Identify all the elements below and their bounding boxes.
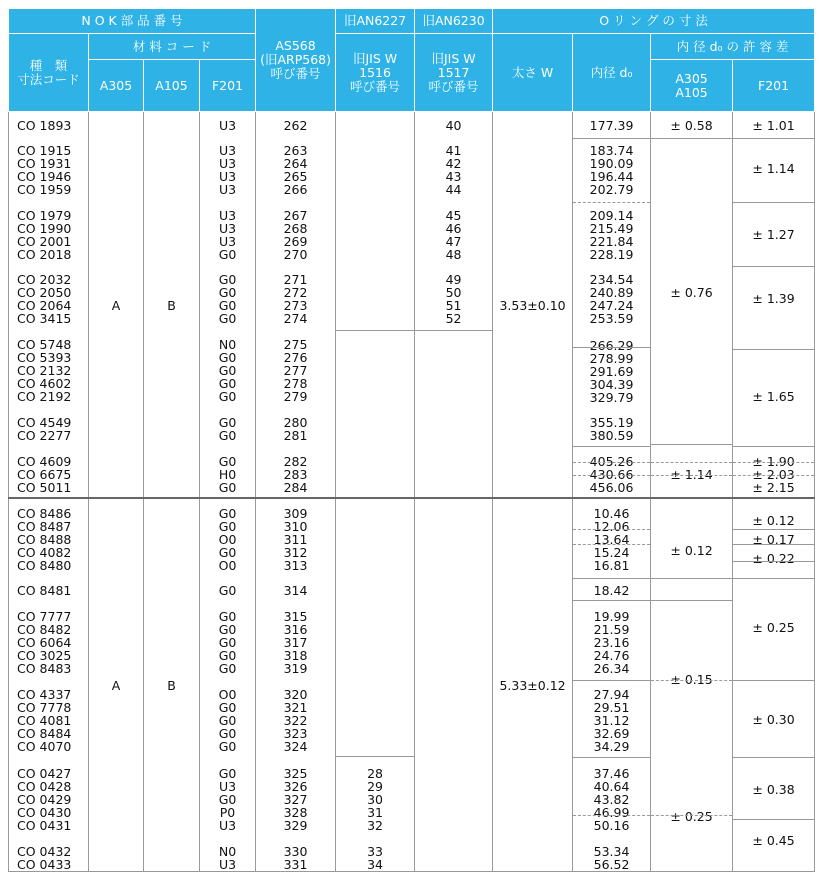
width-value: 5.33±0.12 xyxy=(499,677,566,693)
inner-diameter: 37.46 xyxy=(593,765,630,781)
inner-diameter: 18.42 xyxy=(593,582,630,598)
f201-code: U3 xyxy=(218,208,237,223)
inner-diameter: 202.79 xyxy=(589,182,634,197)
f201-code: G0 xyxy=(218,608,237,624)
row-divider xyxy=(733,544,814,545)
inner-diameter: 19.99 xyxy=(593,608,630,624)
an6230-number: 44 xyxy=(445,182,462,197)
f201-code: G0 xyxy=(218,454,237,469)
part-code: CO 8480 xyxy=(17,557,72,573)
f201-code: U3 xyxy=(218,182,237,197)
part-code: CO 8488 xyxy=(17,531,72,547)
inner-diameter: 27.94 xyxy=(593,686,630,702)
as568-number: 326 xyxy=(283,778,308,794)
tolerance-f201: ± 2.03 xyxy=(752,467,795,482)
inner-diameter: 405.26 xyxy=(589,454,634,469)
f201-code: U3 xyxy=(218,234,237,249)
f201-code: G0 xyxy=(218,389,237,404)
f201-code: G0 xyxy=(218,699,237,715)
as568-number: 322 xyxy=(283,712,308,728)
f201-code: G0 xyxy=(218,363,237,378)
inner-diameter: 46.99 xyxy=(593,804,630,820)
inner-diameter: 430.66 xyxy=(589,467,634,482)
row-divider xyxy=(573,757,650,758)
as568-number: 280 xyxy=(283,415,308,430)
part-code: CO 8487 xyxy=(17,518,72,534)
row-divider xyxy=(733,529,814,530)
inner-diameter: 196.44 xyxy=(589,169,634,184)
row-divider xyxy=(573,462,650,463)
as568-number: 312 xyxy=(283,544,308,560)
part-code: CO 4609 xyxy=(17,454,72,469)
inner-diameter: 24.76 xyxy=(593,647,630,663)
jisw1516-number: 33 xyxy=(367,843,383,859)
oring-dimensions-header: O リ ン グ の 寸 法 xyxy=(493,9,815,34)
row-divider xyxy=(651,815,732,816)
inner-diameter: 190.09 xyxy=(589,156,634,171)
row-divider xyxy=(733,446,814,447)
f201-code: G0 xyxy=(218,518,237,534)
row-divider xyxy=(651,462,732,463)
tolerance-a: ± 0.15 xyxy=(670,671,713,687)
f201-code: G0 xyxy=(218,311,237,326)
as568-number: 316 xyxy=(283,621,308,637)
as568-number: 309 xyxy=(283,505,308,521)
inner-diameter: 221.84 xyxy=(589,234,634,249)
row-divider xyxy=(573,347,650,348)
an6230-number: 50 xyxy=(445,285,462,300)
row-divider xyxy=(573,202,650,203)
part-code: CO 6064 xyxy=(17,634,72,650)
as568-number: 275 xyxy=(283,337,308,352)
part-code: CO 2050 xyxy=(17,285,72,300)
an6230-number: 47 xyxy=(445,234,462,249)
tolerance-f201: ± 0.22 xyxy=(752,550,795,566)
inner-diameter: 23.16 xyxy=(593,634,630,650)
f201-code: G0 xyxy=(218,544,237,560)
as568-number: 268 xyxy=(283,221,308,236)
as568-number: 273 xyxy=(283,298,308,313)
inner-diameter: 456.06 xyxy=(589,480,634,495)
row-divider xyxy=(336,756,414,757)
tolerance-f201: ± 0.17 xyxy=(752,531,795,547)
f201-code: G0 xyxy=(218,428,237,443)
part-code: CO 2277 xyxy=(17,428,72,443)
f201-code: G0 xyxy=(218,505,237,521)
part-code: CO 3415 xyxy=(17,311,72,326)
row-divider xyxy=(733,462,814,463)
row-divider xyxy=(651,138,732,139)
f201-code: G0 xyxy=(218,647,237,663)
f201-code: G0 xyxy=(218,791,237,807)
as568-number: 265 xyxy=(283,169,308,184)
material-a105-header: A105 xyxy=(144,60,200,112)
as568-number: 282 xyxy=(283,454,308,469)
as568-number: 264 xyxy=(283,156,308,171)
tolerance-f201: ± 0.38 xyxy=(752,781,795,797)
tolerance-a: ± 1.14 xyxy=(670,467,713,482)
as568-number: 315 xyxy=(283,608,308,624)
f201-code: O0 xyxy=(218,531,237,547)
part-code: CO 8482 xyxy=(17,621,72,637)
a105-code: B xyxy=(167,677,176,693)
row-divider xyxy=(733,561,814,562)
section-row xyxy=(9,498,815,872)
row-divider xyxy=(573,446,650,447)
jisw1516-number: 29 xyxy=(367,778,383,794)
inner-diameter: 240.89 xyxy=(589,285,634,300)
tolerance-f201: ± 2.15 xyxy=(752,480,795,495)
jisw1516-number: 31 xyxy=(367,804,383,820)
inner-diameter: 228.19 xyxy=(589,247,634,262)
part-code: CO 4082 xyxy=(17,544,72,560)
tolerance-a: ± 0.12 xyxy=(670,542,713,558)
f201-code: U3 xyxy=(218,778,237,794)
row-divider xyxy=(573,544,650,545)
part-code: CO 1946 xyxy=(17,169,72,184)
row-divider xyxy=(733,138,814,139)
f201-code: U3 xyxy=(218,856,237,872)
a305-code: A xyxy=(111,677,121,693)
f201-code: G0 xyxy=(218,634,237,650)
row-divider xyxy=(573,578,650,579)
part-code: CO 1979 xyxy=(17,208,72,223)
as568-number: 310 xyxy=(283,518,308,534)
part-code: CO 7777 xyxy=(17,608,72,624)
f201-code: G0 xyxy=(218,480,237,495)
jisw1516-number: 28 xyxy=(367,765,383,781)
f201-code: G0 xyxy=(218,298,237,313)
as568-number: 321 xyxy=(283,699,308,715)
inner-diameter: 266.29 xyxy=(589,338,634,353)
part-code: CO 5393 xyxy=(17,350,72,365)
as568-header: AS568 (旧ARP568) 呼び番号 xyxy=(256,9,336,112)
as568-number: 331 xyxy=(283,856,308,872)
part-code: CO 8483 xyxy=(17,660,72,676)
row-divider xyxy=(733,475,814,476)
tolerance-a-header: A305 A105 xyxy=(651,60,733,112)
f201-code: G0 xyxy=(218,660,237,676)
part-code: CO 6675 xyxy=(17,467,72,482)
an6230-number: 52 xyxy=(445,311,462,326)
row-divider xyxy=(336,330,414,331)
inner-diameter: 291.69 xyxy=(589,364,634,379)
f201-code: G0 xyxy=(218,247,237,262)
row-divider xyxy=(733,757,814,758)
an6230-number: 40 xyxy=(445,118,462,133)
an6230-number: 42 xyxy=(445,156,462,171)
part-code: CO 2001 xyxy=(17,234,72,249)
tolerance-f201: ± 1.14 xyxy=(752,161,795,176)
as568-number: 323 xyxy=(283,725,308,741)
inner-diameter: 234.54 xyxy=(589,272,634,287)
f201-code: G0 xyxy=(218,765,237,781)
f201-code: U3 xyxy=(218,118,237,133)
a305-code: A xyxy=(111,298,121,313)
jisw1516-number: 32 xyxy=(367,817,383,833)
part-code: CO 2018 xyxy=(17,247,72,262)
f201-code: G0 xyxy=(218,415,237,430)
tolerance-f201: ± 1.65 xyxy=(752,389,795,404)
part-code: CO 0431 xyxy=(17,817,72,833)
part-code: CO 1990 xyxy=(17,221,72,236)
inner-diameter: 177.39 xyxy=(589,118,634,133)
inner-diameter: 247.24 xyxy=(589,298,634,313)
inner-diameter: 16.81 xyxy=(593,557,630,573)
part-code: CO 0427 xyxy=(17,765,72,781)
row-divider xyxy=(573,815,650,816)
an6230-number: 51 xyxy=(445,298,462,313)
width-header: 太さ W xyxy=(493,34,573,112)
f201-code: G0 xyxy=(218,272,237,287)
section-row xyxy=(9,112,815,498)
an6227-header: 旧AN6227 xyxy=(336,9,415,34)
as568-number: 263 xyxy=(283,143,308,158)
f201-code: G0 xyxy=(218,285,237,300)
part-code: CO 1959 xyxy=(17,182,72,197)
as568-number: 317 xyxy=(283,634,308,650)
tolerance-f201: ± 1.27 xyxy=(752,227,795,242)
width-value: 3.53±0.10 xyxy=(499,298,566,313)
material-code-header: 材 料 コ ー ド xyxy=(89,34,256,60)
row-divider xyxy=(651,475,732,476)
row-divider xyxy=(651,600,732,601)
row-divider xyxy=(733,680,814,681)
as568-number: 325 xyxy=(283,765,308,781)
as568-number: 281 xyxy=(283,428,308,443)
as568-number: 324 xyxy=(283,738,308,754)
as568-number: 279 xyxy=(283,389,308,404)
as568-number: 276 xyxy=(283,350,308,365)
as568-number: 269 xyxy=(283,234,308,249)
jisw1517-header: 旧JIS W 1517 呼び番号 xyxy=(415,34,493,112)
row-divider xyxy=(573,475,650,476)
part-code: CO 8486 xyxy=(17,505,72,521)
tolerance-a: ± 0.58 xyxy=(670,118,713,133)
as568-number: 318 xyxy=(283,647,308,663)
part-code: CO 0429 xyxy=(17,791,72,807)
an6230-header: 旧AN6230 xyxy=(415,9,493,34)
tolerance-f201: ± 1.39 xyxy=(752,291,795,306)
f201-code: O0 xyxy=(218,686,237,702)
as568-number: 327 xyxy=(283,791,308,807)
row-divider xyxy=(651,680,732,681)
as568-number: 328 xyxy=(283,804,308,820)
as568-number: 272 xyxy=(283,285,308,300)
inner-diameter: 10.46 xyxy=(593,505,630,521)
as568-number: 313 xyxy=(283,557,308,573)
tolerance-f201: ± 0.12 xyxy=(752,512,795,528)
row-divider xyxy=(651,578,732,579)
as568-number: 277 xyxy=(283,363,308,378)
as568-number: 266 xyxy=(283,182,308,197)
inner-diameter: 40.64 xyxy=(593,778,630,794)
jisw1516-number: 34 xyxy=(367,856,383,872)
as568-number: 274 xyxy=(283,311,308,326)
f201-code: G0 xyxy=(218,712,237,728)
inner-diameter: 380.59 xyxy=(589,428,634,443)
part-code: CO 0432 xyxy=(17,843,72,859)
material-f201-header: F201 xyxy=(200,60,256,112)
f201-code: U3 xyxy=(218,221,237,236)
row-divider xyxy=(573,138,650,139)
part-code: CO 1893 xyxy=(17,118,72,133)
inner-diameter-header: 内径 d₀ xyxy=(573,34,651,112)
jisw1516-header: 旧JIS W 1516 呼び番号 xyxy=(336,34,415,112)
f201-code: P0 xyxy=(219,804,236,820)
tolerance-f201: ± 0.25 xyxy=(752,619,795,635)
row-divider xyxy=(733,819,814,820)
row-divider xyxy=(573,529,650,530)
inner-diameter: 32.69 xyxy=(593,725,630,741)
as568-number: 278 xyxy=(283,376,308,391)
part-code: CO 2064 xyxy=(17,298,72,313)
as568-number: 330 xyxy=(283,843,308,859)
part-code: CO 8484 xyxy=(17,725,72,741)
as568-number: 319 xyxy=(283,660,308,676)
an6230-number: 43 xyxy=(445,169,462,184)
part-code: CO 2132 xyxy=(17,363,72,378)
an6230-number: 41 xyxy=(445,143,462,158)
part-code: CO 4070 xyxy=(17,738,72,754)
nok-part-number-header: N O K 部 品 番 号 xyxy=(9,9,256,34)
part-code: CO 5748 xyxy=(17,337,72,352)
f201-code: N0 xyxy=(218,337,237,352)
as568-number: 314 xyxy=(283,582,308,598)
part-code: CO 8481 xyxy=(17,582,72,598)
f201-code: G0 xyxy=(218,738,237,754)
as568-number: 311 xyxy=(283,531,308,547)
f201-code: O0 xyxy=(218,557,237,573)
inner-diameter: 21.59 xyxy=(593,621,630,637)
part-code: CO 0433 xyxy=(17,856,72,872)
row-divider xyxy=(733,578,814,579)
inner-diameter: 304.39 xyxy=(589,377,634,392)
as568-number: 283 xyxy=(283,467,308,482)
row-divider xyxy=(733,349,814,350)
f201-code: U3 xyxy=(218,817,237,833)
part-code: CO 0430 xyxy=(17,804,72,820)
inner-diameter: 329.79 xyxy=(589,390,634,405)
part-code: CO 7778 xyxy=(17,699,72,715)
inner-diameter: 31.12 xyxy=(593,712,630,728)
inner-diameter: 253.59 xyxy=(589,311,634,326)
f201-code: G0 xyxy=(218,376,237,391)
tolerance-f201: ± 1.90 xyxy=(752,454,795,469)
f201-code: U3 xyxy=(218,156,237,171)
row-divider xyxy=(733,266,814,267)
part-code: CO 4081 xyxy=(17,712,72,728)
inner-diameter: 13.64 xyxy=(593,531,630,547)
row-divider xyxy=(651,444,732,445)
row-divider xyxy=(573,600,650,601)
f201-code: U3 xyxy=(218,169,237,184)
as568-number: 270 xyxy=(283,247,308,262)
inner-diameter: 278.99 xyxy=(589,351,634,366)
as568-number: 267 xyxy=(283,208,308,223)
f201-code: G0 xyxy=(218,582,237,598)
f201-code: G0 xyxy=(218,350,237,365)
jisw1516-number: 30 xyxy=(367,791,383,807)
oring-spec-table xyxy=(8,8,815,872)
part-code: CO 1915 xyxy=(17,143,72,158)
part-code: CO 4549 xyxy=(17,415,72,430)
row-divider xyxy=(733,202,814,203)
f201-code: H0 xyxy=(218,467,237,482)
part-code: CO 1931 xyxy=(17,156,72,171)
tolerance-f201: ± 0.30 xyxy=(752,711,795,727)
inner-diameter: 183.74 xyxy=(589,143,634,158)
f201-code: N0 xyxy=(218,843,237,859)
inner-diameter: 50.16 xyxy=(593,817,630,833)
inner-diameter: 209.14 xyxy=(589,208,634,223)
material-a305-header: A305 xyxy=(89,60,144,112)
as568-number: 262 xyxy=(283,118,308,133)
part-code: CO 4337 xyxy=(17,686,72,702)
row-divider xyxy=(573,680,650,681)
part-code: CO 4602 xyxy=(17,376,72,391)
an6230-number: 45 xyxy=(445,208,462,223)
part-code: CO 2192 xyxy=(17,389,72,404)
part-code: CO 0428 xyxy=(17,778,72,794)
inner-diameter: 15.24 xyxy=(593,544,630,560)
kind-size-code-header: 種 類 寸法コード xyxy=(9,34,89,112)
as568-number: 284 xyxy=(283,480,308,495)
an6230-number: 46 xyxy=(445,221,462,236)
an6230-number: 49 xyxy=(445,272,462,287)
as568-number: 271 xyxy=(283,272,308,287)
inner-diameter: 43.82 xyxy=(593,791,630,807)
as568-number: 320 xyxy=(283,686,308,702)
inner-diameter: 34.29 xyxy=(593,738,630,754)
a105-code: B xyxy=(167,298,176,313)
part-code: CO 5011 xyxy=(17,480,72,495)
tolerance-f201: ± 0.45 xyxy=(752,832,795,848)
f201-code: G0 xyxy=(218,725,237,741)
row-divider xyxy=(415,330,492,331)
inner-diameter: 26.34 xyxy=(593,660,630,676)
inner-diameter: 355.19 xyxy=(589,415,634,430)
inner-diameter: 12.06 xyxy=(593,518,630,534)
inner-diameter: 215.49 xyxy=(589,221,634,236)
as568-number: 329 xyxy=(283,817,308,833)
tolerance-header: 内 径 d₀ の 許 容 差 xyxy=(651,34,815,60)
inner-diameter: 56.52 xyxy=(593,856,630,872)
tolerance-f201-header: F201 xyxy=(733,60,815,112)
tolerance-f201: ± 1.01 xyxy=(752,118,795,133)
part-code: CO 2032 xyxy=(17,272,72,287)
tolerance-a: ± 0.76 xyxy=(670,285,713,300)
inner-diameter: 53.34 xyxy=(593,843,630,859)
f201-code: G0 xyxy=(218,621,237,637)
tolerance-a: ± 0.25 xyxy=(670,808,713,824)
f201-code: U3 xyxy=(218,143,237,158)
inner-diameter: 29.51 xyxy=(593,699,630,715)
part-code: CO 3025 xyxy=(17,647,72,663)
an6230-number: 48 xyxy=(445,247,462,262)
